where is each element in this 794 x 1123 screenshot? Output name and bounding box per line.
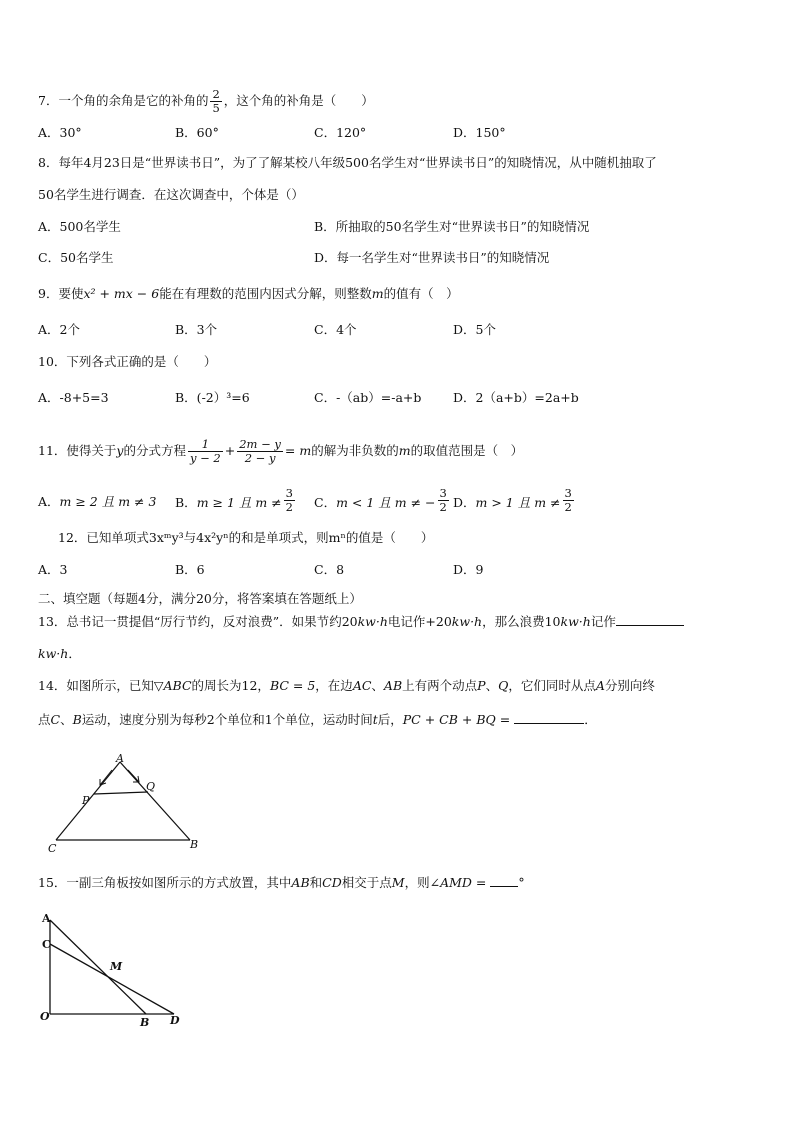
q9-stem: 9．要使x² + mx − 6能在有理数的范围内因式分解，则整数m的值有（ ）: [38, 286, 459, 301]
q7-option-b[interactable]: B．60°: [175, 125, 219, 140]
q14-answer-blank[interactable]: [514, 723, 584, 724]
q9-option-d[interactable]: D．5个: [453, 322, 496, 337]
section-heading: 二、填空题（每题4分，满分20分，将答案填在答题纸上）: [38, 591, 362, 606]
q12-option-b[interactable]: B．6: [175, 562, 205, 577]
q10-stem: 10．下列各式正确的是（ ）: [38, 354, 217, 369]
q7-stem: 7．一个角的余角是它的补角的 $\frac{2}{5}$ ，这个角的补角是（ ）: [38, 87, 374, 115]
fig14-label-p: P: [82, 794, 90, 807]
q14-stem-line2: 点C、B运动，速度分别为每秒2个单位和1个单位，运动时间t后，PC + CB + BQ = ．: [38, 712, 597, 727]
q12-option-d[interactable]: D．9: [453, 562, 484, 577]
q11-fraction-1: $\frac{1}{y - 2}$: [189, 437, 221, 465]
q9-option-a[interactable]: A．2个: [38, 322, 80, 337]
q9-expression: x² + mx − 6: [83, 286, 160, 301]
q13-answer-blank[interactable]: [616, 625, 684, 626]
q8-stem-line1: 8．每年4月23日是“世界读书日”，为了了解某校八年级500名学生对“世界读书日”的知晓情况，从中随机抽取了: [38, 155, 657, 170]
fig15-label-b: B: [140, 1016, 150, 1029]
fig14-label-b: B: [190, 838, 199, 851]
q7-option-c[interactable]: C．120°: [314, 125, 367, 140]
q10-option-c[interactable]: C．-（ab）=-a+b: [314, 390, 422, 405]
q8-stem-line2: 50名学生进行调查．在这次调查中，个体是（）: [38, 187, 304, 202]
q8-option-b[interactable]: B．所抽取的50名学生对“世界读书日”的知晓情况: [314, 219, 590, 234]
figure-triangle-abc: [40, 752, 210, 854]
q10-option-d[interactable]: D．2（a+b）=2a+b: [453, 390, 579, 405]
fig14-label-c: C: [48, 842, 57, 854]
q11-option-d[interactable]: D．m > 1 且 m ≠ $\frac{3}{2}$: [453, 486, 572, 514]
q15-stem: 15．一副三角板按如图所示的方式放置，其中AB和CD相交于点M，则∠AMD = °: [38, 875, 525, 890]
q7-option-a[interactable]: A．30°: [38, 125, 82, 140]
q12-option-c[interactable]: C．8: [314, 562, 345, 577]
q9-option-c[interactable]: C．4个: [314, 322, 357, 337]
q11-option-b[interactable]: B．m ≥ 1 且 m ≠ $\frac{3}{2}$: [175, 486, 293, 514]
fig15-label-a: A: [42, 912, 51, 925]
q10-option-a[interactable]: A．-8+5=3: [38, 390, 109, 405]
q11-option-c[interactable]: C．m < 1 且 m ≠ − $\frac{3}{2}$: [314, 486, 447, 514]
fig14-label-a: A: [116, 752, 124, 765]
fig15-label-o: O: [40, 1010, 50, 1023]
q12-stem: 12．已知单项式3xᵐy³与4x²yⁿ的和是单项式，则mⁿ的值是（ ）: [58, 530, 434, 545]
q7-fraction: $\frac{2}{5}$: [212, 87, 220, 115]
fig15-label-c: C: [42, 938, 51, 951]
q11-option-a[interactable]: A．m ≥ 2 且 m ≠ 3: [38, 494, 157, 509]
q12-option-a[interactable]: A．3: [38, 562, 68, 577]
q15-answer-blank[interactable]: [490, 886, 518, 887]
q8-option-c[interactable]: C．50名学生: [38, 250, 114, 265]
q9-option-b[interactable]: B．3个: [175, 322, 218, 337]
q8-option-a[interactable]: A．500名学生: [38, 219, 121, 234]
q13-stem-line2: kw·h．: [38, 646, 81, 661]
fig14-label-q: Q: [146, 780, 156, 793]
q11-stem: 11．使得关于y的分式方程 $\frac{1}{y - 2}$ + $\frac{2m - y}{2 - y}$ = m的解为非负数的m的取值范围是（ ）: [38, 437, 524, 465]
q14-stem-line1: 14．如图所示，已知▽ABC的周长为12，BC = 5，在边AC、AB上有两个动点P、Q，它们同时从点A分别向终: [38, 678, 655, 693]
figure-triangle-boards: [36, 908, 196, 1032]
q7-option-d[interactable]: D．150°: [453, 125, 506, 140]
q13-stem: 13．总书记一贯提倡“厉行节约，反对浪费”．如果节约20kw·h电记作+20kw·h，那么浪费10kw·h记作: [38, 613, 684, 631]
fig15-label-m: M: [110, 960, 123, 973]
q11-fraction-2: $\frac{2m - y}{2 - y}$: [239, 437, 281, 465]
fig15-label-d: D: [170, 1014, 180, 1027]
q10-option-b[interactable]: B．(-2）³=6: [175, 390, 250, 405]
q8-option-d[interactable]: D．每一名学生对“世界读书日”的知晓情况: [314, 250, 550, 265]
